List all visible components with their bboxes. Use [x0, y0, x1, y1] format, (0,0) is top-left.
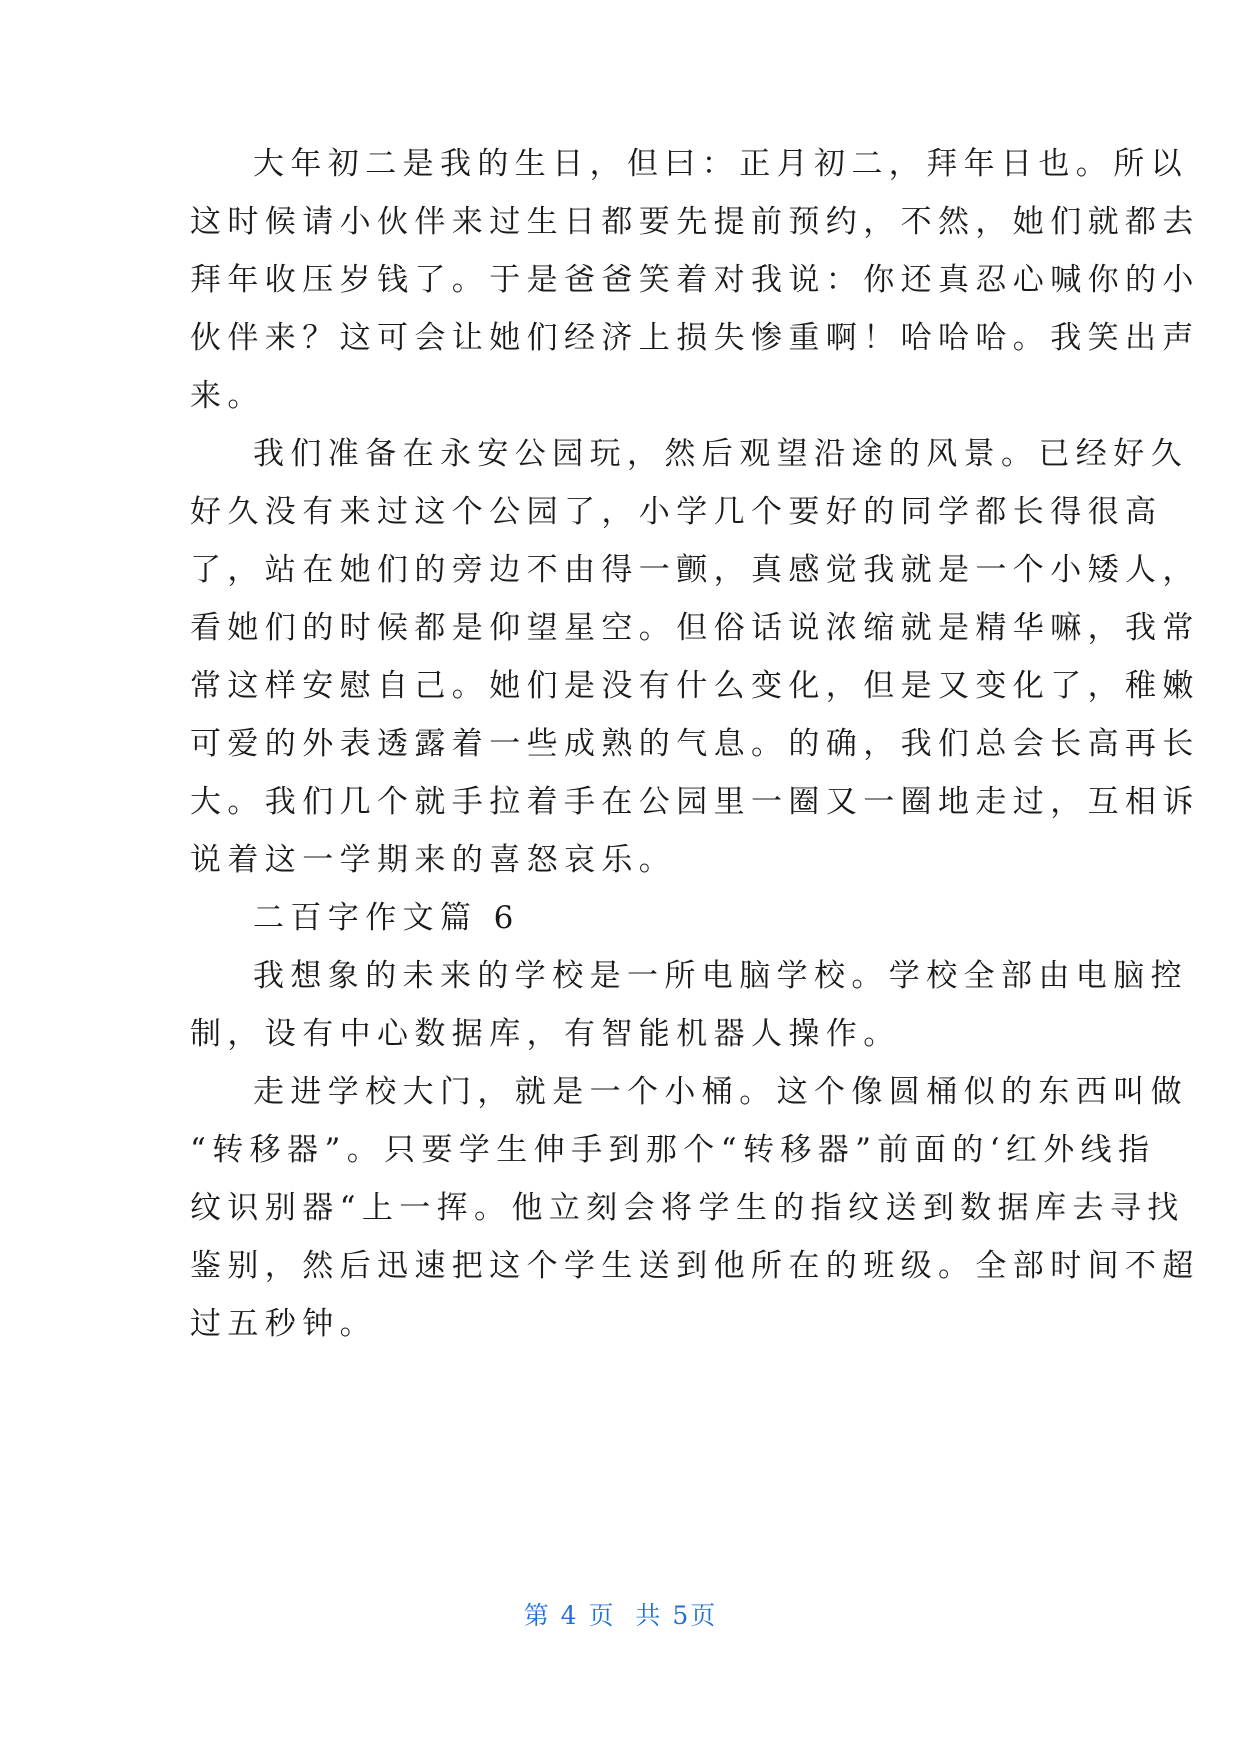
text-line: 看她们的时候都是仰望星空。但俗话说浓缩就是精华嘛，我常 — [190, 610, 1200, 646]
footer-current-page: 4 — [560, 1601, 579, 1630]
text-line: 好久没有来过这个公园了，小学几个要好的同学都长得很高 — [190, 494, 1163, 530]
text-line: 制，设有中心数据库，有智能机器人操作。 — [190, 1016, 901, 1052]
page-footer — [0, 1600, 1241, 1632]
text-line: 这时候请小伙伴来过生日都要先提前预约，不然，她们就都去 — [190, 204, 1200, 240]
text-line: 伙伴来？这可会让她们经济上损失惨重啊！哈哈哈。我笑出声 — [190, 320, 1200, 356]
text-line: 常这样安慰自己。她们是没有什么变化，但是又变化了，稚嫩 — [190, 668, 1200, 704]
footer-middle: 页 共 — [588, 1601, 663, 1630]
text-line: 我想象的未来的学校是一所电脑学校。学校全部由电脑控 — [253, 958, 1188, 994]
text-line: 纹识别器“上一挥。他立刻会将学生的指纹送到数据库去寻找 — [190, 1190, 1185, 1226]
footer-prefix: 第 — [523, 1601, 551, 1630]
text-line: 拜年收压岁钱了。于是爸爸笑着对我说：你还真忍心喊你的小 — [190, 262, 1200, 298]
footer-total-pages: 5 — [672, 1601, 691, 1630]
footer-suffix: 页 — [690, 1601, 718, 1630]
text-line: 说着这一学期来的喜怒哀乐。 — [190, 842, 677, 878]
text-line: 鉴别，然后迅速把这个学生送到他所在的班级。全部时间不超 — [190, 1248, 1200, 1284]
text-line: 我们准备在永安公园玩，然后观望沿途的风景。已经好久 — [253, 436, 1188, 472]
text-line: 走进学校大门，就是一个小桶。这个像圆桶似的东西叫做 — [253, 1074, 1188, 1110]
heading-line: 二百字作文篇 6 — [253, 900, 520, 936]
text-line: “转移器”。只要学生伸手到那个“转移器”前面的‘红外线指 — [190, 1132, 1156, 1168]
text-line: 大。我们几个就手拉着手在公园里一圈又一圈地走过，互相诉 — [190, 784, 1200, 820]
text-line: 可爱的外表透露着一些成熟的气息。的确，我们总会长高再长 — [190, 726, 1200, 762]
text-line: 过五秒钟。 — [190, 1306, 377, 1342]
text-line: 了，站在她们的旁边不由得一颤，真感觉我就是一个小矮人， — [190, 552, 1200, 588]
text-line: 来。 — [190, 378, 265, 414]
text-line: 大年初二是我的生日，但曰：正月初二，拜年日也。所以 — [253, 146, 1188, 182]
